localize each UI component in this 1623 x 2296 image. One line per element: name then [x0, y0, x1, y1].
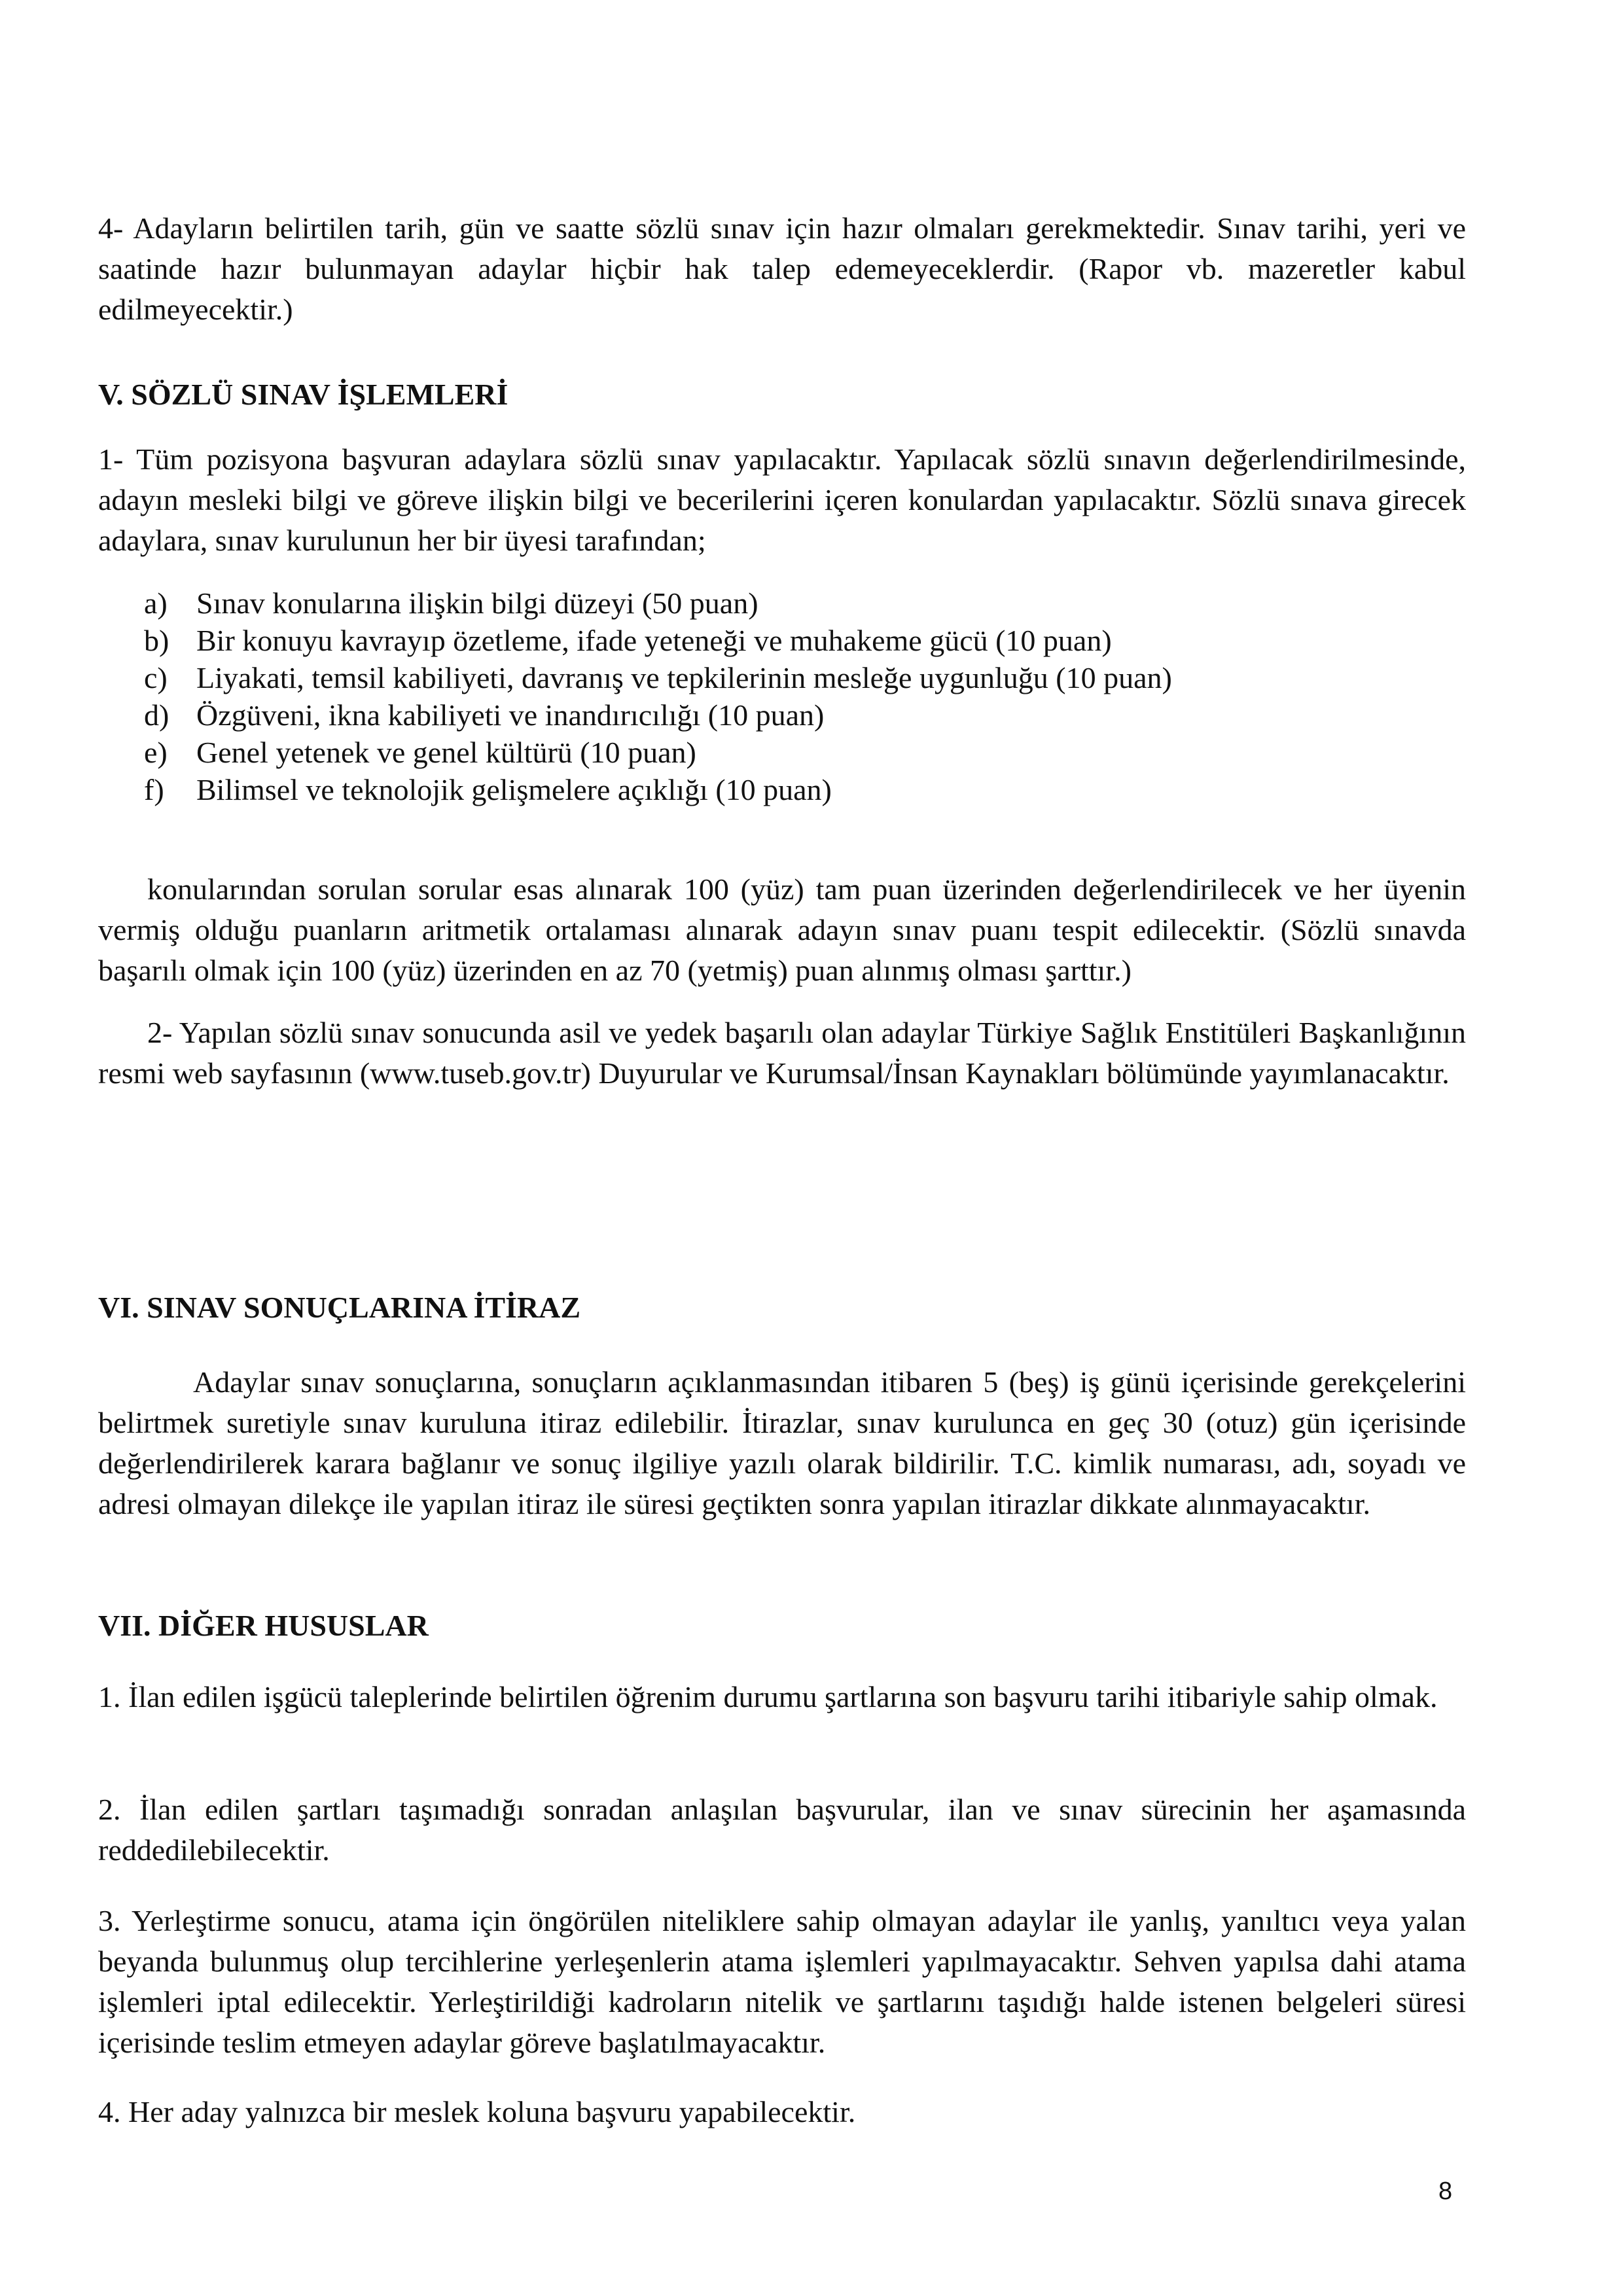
list-item	[144, 622, 1453, 659]
criteria-list	[144, 584, 1453, 808]
list-marker: c)	[144, 661, 168, 694]
list-marker: e)	[144, 736, 168, 769]
section-6-paragraph-1: Adaylar sınav sonuçlarına, sonuçların açıklanmasından itibaren 5 (beş) iş günü içerisinde gerekçelerini belirtmek suretiyle sınav kuruluna itiraz edilebilir. İtirazlar, sınav kurulunca en geç 30 (otuz) gün içerisinde değerlendirilerek karara bağlanır ve sonuç ilgiliye yazılı olarak bildirilir. T.C. kimlik numarası, adı, soyadı ve adresi olmayan dilekçe ile yapılan itiraz ile süresi geçtikten sonra yapılan itirazlar dikkate alınmayacaktır.	[98, 1365, 1466, 1520]
list-item-text: Özgüveni, ikna kabiliyeti ve inandırıcılığı (10 puan)	[196, 698, 825, 732]
page-number: 8	[1438, 2178, 1453, 2205]
section-7-item-2: 2. İlan edilen şartları taşımadığı sonradan anlaşılan başvurular, ilan ve sınav sürecinin her aşamasında reddedilebilecektir.	[98, 1793, 1466, 1867]
list-item	[144, 584, 1453, 622]
list-item-text: Sınav konularına ilişkin bilgi düzeyi (50 puan)	[196, 586, 758, 620]
section-7-item-1: 1. İlan edilen işgücü taleplerinde belirtilen öğrenim durumu şartlarına son başvuru tarihi itibariyle sahip olmak.	[98, 1680, 1438, 1713]
section-5-heading: V. SÖZLÜ SINAV İŞLEMLERİ	[98, 378, 508, 411]
list-item	[144, 734, 1453, 771]
list-item	[144, 659, 1453, 696]
section-7-heading: VII. DİĞER HUSUSLAR	[98, 1609, 429, 1642]
list-item-text: Bir konuyu kavrayıp özetleme, ifade yeteneği ve muhakeme gücü (10 puan)	[196, 624, 1112, 657]
section-7-item-4: 4. Her aday yalnızca bir meslek koluna başvuru yapabilecektir.	[98, 2095, 856, 2128]
section-5-paragraph-after-list: konularından sorulan sorular esas alınarak 100 (yüz) tam puan üzerinden değerlendirilecek ve her üyenin vermiş olduğu puanların aritmetik ortalaması alınarak adayın sınav puanı tespit edilecektir. (Sözlü sınavda başarılı olmak için 100 (yüz) üzerinden en az 70 (yetmiş) puan alınmış olması şarttır.)	[98, 872, 1466, 987]
list-marker: d)	[144, 698, 169, 732]
list-marker: a)	[144, 586, 168, 620]
list-item-text: Genel yetenek ve genel kültürü (10 puan)	[196, 736, 696, 769]
list-marker: b)	[144, 624, 169, 657]
list-marker: f)	[144, 773, 164, 806]
list-item	[144, 696, 1453, 734]
list-item	[144, 771, 1453, 808]
section-6-heading: VI. SINAV SONUÇLARINA İTİRAZ	[98, 1291, 581, 1324]
section-5-paragraph-1: 1- Tüm pozisyona başvuran adaylara sözlü sınav yapılacaktır. Yapılacak sözlü sınavın değerlendirilmesinde, adayın mesleki bilgi ve göreve ilişkin bilgi ve becerilerini içeren konulardan yapılacaktır. Sözlü sınava girecek adaylara, sınav kurulunun her bir üyesi tarafından;	[98, 442, 1466, 557]
section-7-item-3: 3. Yerleştirme sonucu, atama için öngörülen niteliklere sahip olmayan adaylar ile yanlış, yanıltıcı veya yalan beyanda bulunmuş olup tercihlerine yerleşenlerin atama işlemleri yapılmayacaktır. Sehven yapılsa dahi atama işlemleri iptal edilecektir. Yerleştirildiği kadroların nitelik ve şartlarını taşıdığı halde istenen belgeleri süresi içerisinde teslim etmeyen adaylar göreve başlatılmayacaktır.	[98, 1904, 1466, 2059]
list-item-text: Bilimsel ve teknolojik gelişmelere açıklığı (10 puan)	[196, 773, 832, 806]
section-5-paragraph-2: 2- Yapılan sözlü sınav sonucunda asil ve yedek başarılı olan adaylar Türkiye Sağlık Enstitüleri Başkanlığının resmi web sayfasının (www.tuseb.gov.tr) Duyurular ve Kurumsal/İnsan Kaynakları bölümünde yayımlanacaktır.	[98, 1016, 1466, 1090]
list-item-text: Liyakati, temsil kabiliyeti, davranış ve tepkilerinin mesleğe uygunluğu (10 puan)	[196, 661, 1172, 694]
paragraph-item-4: 4- Adayların belirtilen tarih, gün ve saatte sözlü sınav için hazır olmaları gerekmektedir. Sınav tarihi, yeri ve saatinde hazır bulunmayan adaylar hiçbir hak talep edemeyeceklerdir. (Rapor vb. mazeretler kabul edilmeyecektir.)	[98, 211, 1466, 326]
